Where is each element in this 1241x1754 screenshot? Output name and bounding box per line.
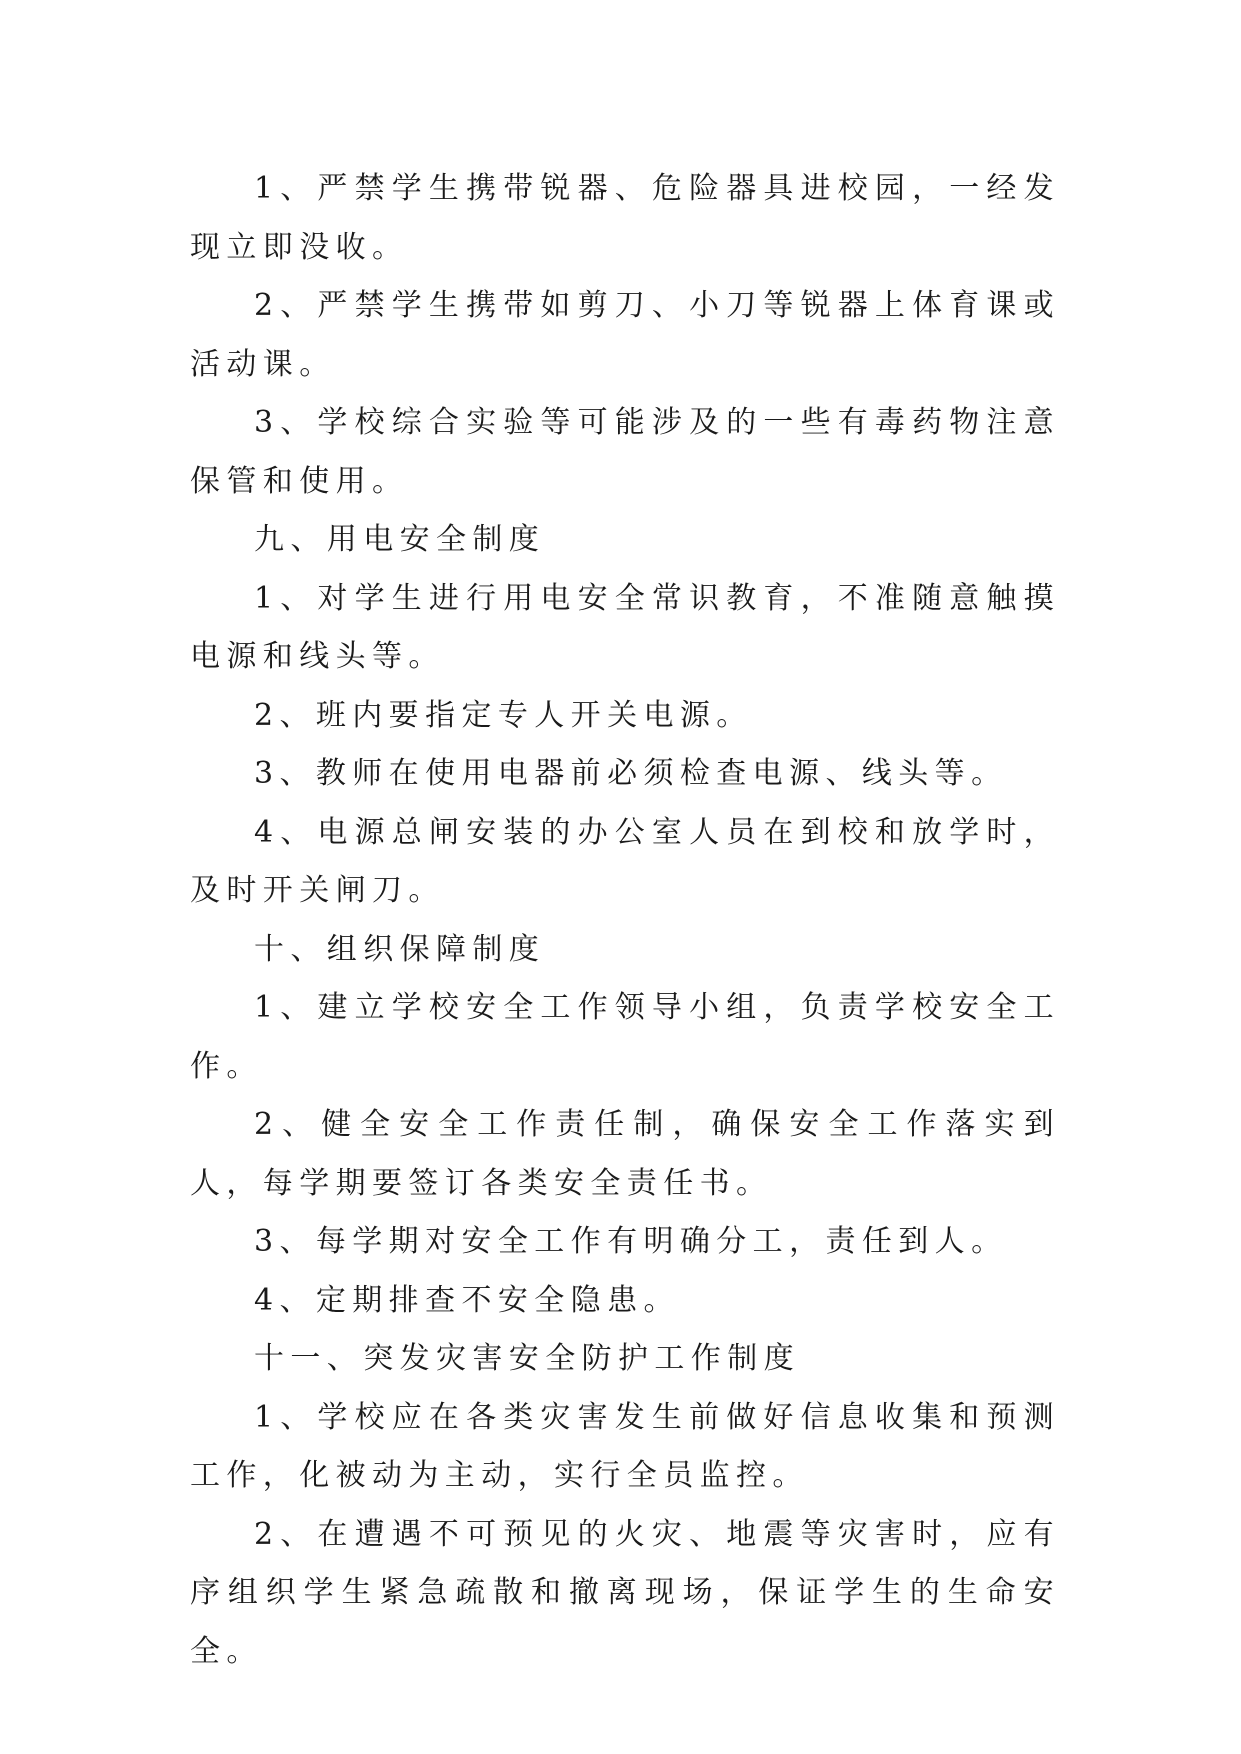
list-item-leadership-group: 1、建立学校安全工作领导小组，负责学校安全工作。 [190, 990, 1060, 1084]
list-item-power-switch: 2、班内要指定专人开关电源。 [254, 697, 753, 733]
section-heading-disaster-protection: 十一、突发灾害安全防护工作制度 [254, 1341, 800, 1376]
list-item-division-of-labor: 3、每学期对安全工作有明确分工，责任到人。 [254, 1224, 1008, 1259]
list-item-responsibility-system: 2、健全安全工作责任制，确保安全工作落实到人，每学期要签订各类安全责任书。 [190, 1107, 1060, 1201]
list-item-teacher-check: 3、教师在使用电器前必须检查电源、线头等。 [254, 756, 1008, 791]
section-heading-organization: 十、组织保障制度 [254, 931, 546, 967]
list-item-disaster-forecast: 1、学校应在各类灾害发生前做好信息收集和预测工作，化被动为主动，实行全员监控。 [190, 1399, 1060, 1493]
list-item-main-switch: 4、电源总闸安装的办公室人员在到校和放学时，及时开关闸刀。 [190, 814, 1060, 908]
list-item-evacuation: 2、在遭遇不可预见的火灾、地震等灾害时，应有序组织学生紧急疏散和撤离现场，保证学生的生命安全。 [190, 1516, 1060, 1669]
list-item-pe-class-ban: 2、严禁学生携带如剪刀、小刀等锐器上体育课或活动课。 [190, 288, 1060, 382]
list-item-hazard-check: 4、定期排查不安全隐患。 [254, 1282, 680, 1318]
document-body [190, 160, 1060, 1681]
list-item-electrical-education: 1、对学生进行用电安全常识教育，不准随意触摸电源和线头等。 [190, 580, 1060, 674]
section-heading-electrical-safety: 九、用电安全制度 [254, 522, 546, 557]
list-item-toxic-chemicals: 3、学校综合实验等可能涉及的一些有毒药物注意保管和使用。 [190, 405, 1060, 499]
list-item-sharp-objects-ban: 1、严禁学生携带锐器、危险器具进校园，一经发现立即没收。 [190, 171, 1060, 265]
